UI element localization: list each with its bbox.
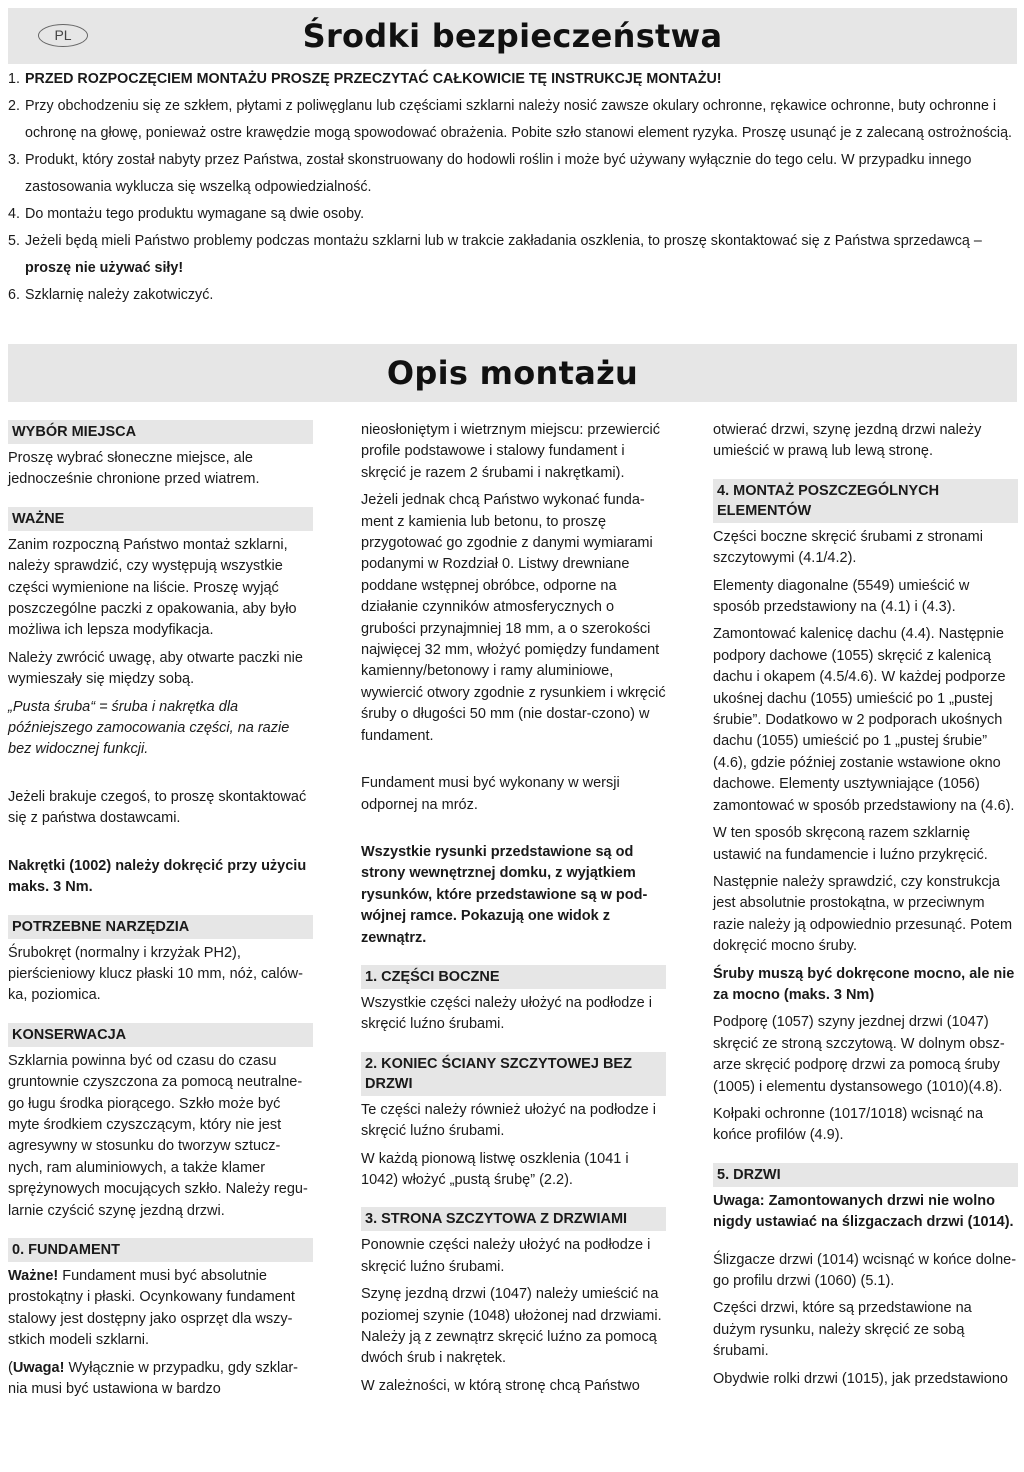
- paragraph: Ślizgacze drzwi (1014) wcisnąć w końce dolne-go profilu drzwi (1060) (5.1).: [713, 1251, 1017, 1289]
- section-heading-site: WYBÓR MIEJSCA: [8, 420, 313, 444]
- rule-number: 6.: [8, 287, 20, 303]
- section-heading-foundation: 0. FUNDAMENT: [8, 1238, 313, 1262]
- column-1: [8, 420, 313, 1406]
- paragraph: Należy zwrócić uwagę, aby otwarte paczki nie wymieszały się między sobą.: [8, 649, 303, 688]
- paragraph: Zanim rozpoczną Państwo montaż szklarni, należy sprawdzić, czy występują wszystkie części wymienione na liście. Proszę wyjąć poszczególne paczki z opakowania, aby było możliwa ich lepsza modyfikacja.: [8, 536, 297, 639]
- section-heading-important: WAŻNE: [8, 507, 313, 531]
- rule-text-normal: Jeżeli będą mieli Państwo problemy podczas montażu szklarni lub w trakcie zakładania oszklenia, to proszę skontaktować się z Państwa sprzedawcą –: [25, 233, 982, 249]
- paragraph-italic: „Pusta śruba“ = śruba i nakrętka dla późniejszego zamocowania części, na razie bez widocznej funkcji.: [8, 698, 290, 758]
- paragraph-bold: Śruby muszą być dokręcone mocno, ale nie za mocno (maks. 3 Nm): [713, 965, 1015, 1003]
- rule-number: 5.: [8, 233, 20, 249]
- paragraph: Części drzwi, które są przedstawione na dużym rysunku, należy skręcić ze sobą śrubami.: [713, 1300, 972, 1360]
- paragraph: W zależności, w którą stronę chcą Państwo: [361, 1377, 640, 1394]
- paragraph: Jeżeli brakuje czegoś, to proszę skontaktować się z państwa dostawcami.: [8, 788, 307, 827]
- safety-title: Środki bezpieczeństwa: [302, 17, 723, 55]
- paragraph: Jeżeli jednak chcą Państwo wykonać funda-ment z kamienia lub betonu, to proszę przygotować go zgodnie z danymi wymiarami podanymi w Rozdział 0. Listwy drewniane poddane wstępnej obróbce, odporne na działanie czynników atmosferycznych o grubości przynajmniej 18 mm, a o szerokości najwięcej 32 mm, włożyć pomiędzy fundament kamienny/betonowy i ramy aluminiowe, wywiercić otwory zgodnie z rysunkiem i wkręcić śruby o długości 50 mm (nie dostar-czono) w fundament.: [361, 492, 666, 744]
- paragraph-bold: Nakrętki (1002) należy dokręcić przy użyciu maks. 3 Nm.: [8, 857, 307, 896]
- language-badge: PL: [38, 24, 88, 47]
- rule-number: 4.: [8, 206, 20, 222]
- paragraph: [8, 1266, 313, 1352]
- paragraph: nieosłoniętym i wietrznym miejscu: przewiercić profile podstawowe i stalowy fundament i skręcić je razem 2 śrubami i nakrętkami).: [361, 422, 660, 481]
- safety-rule: [8, 228, 1018, 282]
- safety-rule: [8, 201, 1018, 228]
- rule-text: Do montażu tego produktu wymagane są dwie osoby.: [25, 206, 365, 222]
- rule-text: Szklarnię należy zakotwiczyć.: [25, 287, 214, 303]
- paragraph: Następnie należy sprawdzić, czy konstrukcja jest absolutnie prostokątna, w przeciwnym razie należy ją odpowiednio przesunąć. Potem dokręcić mocno śruby.: [713, 873, 1013, 955]
- rule-text: PRZED ROZPOCZĘCIEM MONTAŻU PROSZĘ PRZECZYTAĆ CAŁKOWICIE TĘ INSTRUKCJĘ MONTAŻU!: [25, 71, 722, 87]
- rule-number: 2.: [8, 98, 20, 114]
- paragraph: Elementy diagonalne (5549) umieścić w sposób przedstawiony na (4.1) i (4.3).: [713, 577, 970, 616]
- safety-rule: [8, 147, 1018, 201]
- paragraph: W ten sposób skręconą razem szklarnię ustawić na fundamencie i luźno przykręcić.: [713, 825, 988, 863]
- paragraph: Podporę (1057) szyny jezdnej drzwi (1047) skręcić ze stroną szczytową. W dolnym obsz-arze skręcić podporę drzwi za pomocą śruby (1005) i elementu dystansowego (1010)(4.8).: [713, 1014, 1005, 1095]
- rule-number: 3.: [8, 152, 20, 168]
- section-heading-side-parts: 1. CZĘŚCI BOCZNE: [361, 965, 666, 989]
- paragraph: W każdą pionową listwę oszklenia (1041 i 1042) włożyć „pustą śrubę” (2.2).: [361, 1150, 629, 1188]
- paragraph: Obydwie rolki drzwi (1015), jak przedstawiono: [713, 1370, 1008, 1387]
- paragraph-bold: Uwaga: Zamontowanych drzwi nie wolno nigdy ustawiać na ślizgaczach drzwi (1014).: [713, 1192, 1014, 1231]
- paragraph: Wszystkie części należy ułożyć na podłodze i skręcić luźno śrubami.: [361, 994, 652, 1033]
- section-heading-doors: 5. DRZWI: [713, 1163, 1018, 1187]
- paragraph-bold: Wszystkie rysunki przedstawione są od strony wewnętrznej domku, z wyjątkiem rysunków, które przedstawione są w pod-wójnej ramce. Pokazują one widok z zewnątrz.: [361, 843, 648, 946]
- bold-lead: Ważne!: [8, 1267, 59, 1284]
- rule-text-bold: proszę nie używać siły!: [25, 260, 184, 276]
- paragraph: Szklarnia powinna być od czasu do czasu gruntownie czyszczona za pomocą neutralne-go ługu środka piorącego. Szkło może być myte środkiem czyszczącym, który nie jest agresywny w stosunku do tworzyw sztucz-nych, ram aluminiowych, a także klamer sprężynowych mocujących szkło. Należy regu-larnie czyścić szynę jezdną drzwi.: [8, 1052, 308, 1219]
- safety-title-banner: [8, 8, 1017, 64]
- paragraph-text: Wyłącznie w przypadku, gdy szklar-nia musi być ustawiona w bardzo: [8, 1359, 298, 1397]
- assembly-title-banner: [8, 344, 1017, 402]
- bold-lead: Uwaga!: [12, 1359, 65, 1376]
- rule-text: Produkt, który został nabyty przez Państwa, został skonstruowany do hodowli roślin i może być używany wyłącznie do tego celu. W przypadku innego zastosowania wyklucza się wszelką odpowiedzialność.: [25, 152, 972, 195]
- paren-prefix: (: [8, 1359, 13, 1376]
- column-2: [361, 420, 666, 1403]
- rule-number: 1.: [8, 71, 20, 87]
- paragraph: Proszę wybrać słoneczne miejsce, ale jednocześnie chronione przed wiatrem.: [8, 450, 260, 488]
- section-heading-gable-no-door: 2. KONIEC ŚCIANY SZCZYTOWEJ BEZ DRZWI: [361, 1052, 666, 1096]
- section-heading-gable-door: 3. STRONA SZCZYTOWA Z DRZWIAMI: [361, 1207, 666, 1231]
- paragraph: Śrubokręt (normalny i krzyżak PH2), pierścieniowy klucz płaski 10 mm, nóż, calów-ka, poziomica.: [8, 944, 303, 1004]
- paragraph: Zamontować kalenicę dachu (4.4). Następnie podpory dachowe (1055) skręcić z kalenicą dachu i okapem (4.5/4.6). W każdej podporze ukośnej dachu (1055) umieścić po 1 „pustej śrubie”. Dodatkowo w 2 podporach ukośnych dachu (1055) umieścić po 1 „pustej śrubie” (4.6), gdzie później zostanie wstawione okno dachowe. Elementy usztywniające (1056) zamontować w sposób przedstawiony na (4.6).: [713, 626, 1015, 814]
- column-3: [713, 420, 1018, 1396]
- paragraph: Ponownie części należy ułożyć na podłodze i skręcić luźno śrubami.: [361, 1237, 651, 1275]
- safety-rule: [8, 282, 1018, 309]
- paragraph: Te części należy również ułożyć na podłodze i skręcić luźno śrubami.: [361, 1101, 656, 1140]
- section-heading-assembly: 4. MONTAŻ POSZCZEGÓLNYCH ELEMENTÓW: [713, 479, 1018, 523]
- rule-text: Przy obchodzeniu się ze szkłem, płytami z poliwęglanu lub częściami szklarni należy nosić zawsze okulary ochronne, rękawice ochronne, buty ochronne i ochronę na głowę, ponieważ ostre krawędzie mogą spowodować obrażenia. Pobite szło stanowi element ryzyka. Proszę usunąć je z zalecaną ostrożnością.: [25, 98, 1013, 141]
- paragraph: [8, 1358, 313, 1401]
- paragraph-text: Fundament musi być absolutnie prostokątny i płaski. Ocynkowany fundament stalowy jest dostępny jako osprzęt dla wszy-stkich modeli szklarni.: [8, 1267, 295, 1349]
- paragraph: Fundament musi być wykonany w wersji odpornej na mróz.: [361, 775, 620, 813]
- safety-rule: [8, 93, 1018, 147]
- assembly-title: Opis montażu: [386, 354, 639, 392]
- paragraph: Części boczne skręcić śrubami z stronami szczytowymi (4.1/4.2).: [713, 528, 983, 567]
- section-heading-tools: POTRZEBNE NARZĘDZIA: [8, 915, 313, 939]
- paragraph: Kołpaki ochronne (1017/1018) wcisnąć na końce profilów (4.9).: [713, 1105, 984, 1144]
- paragraph: otwierać drzwi, szynę jezdną drzwi należy umieścić w prawą lub lewą stronę.: [713, 422, 982, 460]
- paragraph: Szynę jezdną drzwi (1047) należy umieścić na poziomej szynie (1048) ułożonej nad drzwiami. Należy ją z zewnątrz skręcić luźno za pomocą dwóch śrub i nakrętek.: [361, 1286, 662, 1367]
- safety-rule: [8, 66, 1018, 93]
- rule-text: [25, 228, 1018, 282]
- section-heading-maintenance: KONSERWACJA: [8, 1023, 313, 1047]
- safety-rules-list: [8, 66, 1018, 309]
